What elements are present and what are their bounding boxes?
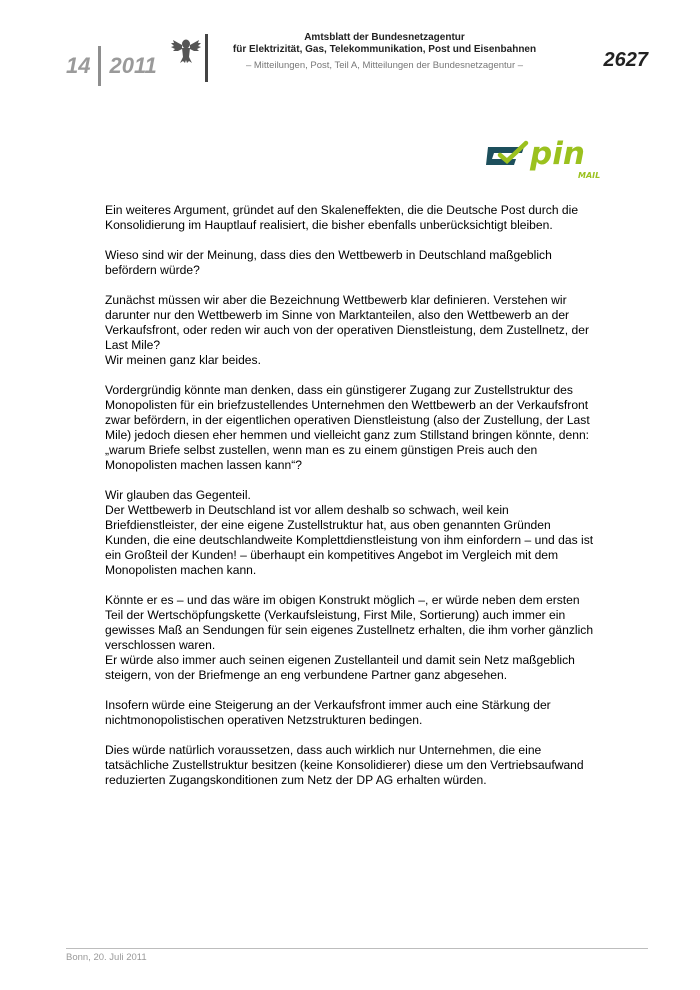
header-divider (205, 34, 208, 82)
publication-header (212, 32, 557, 72)
paragraph-text: Zunächst müssen wir aber die Bezeichnung Wettbewerb klar definieren. Verstehen wir darunter nur den Wettbewerb im Sinne von Marktanteilen, also den Wettbewerb an der Verkaufsfront, oder reden wir auch von der operativen Dienstleistung, dem Zustellnetz, der Last Mile? (105, 293, 590, 352)
publication-subtitle: für Elektrizität, Gas, Telekommunikation, Post und Eisenbahnen (232, 44, 537, 55)
issue-year-value: 2011 (109, 53, 157, 78)
paragraph-text: Dies würde natürlich voraussetzen, dass auch wirklich nur Unternehmen, die eine tatsächliche Zustellstruktur besitzen (keine Konsolidierer) diese um den Vertriebsaufwand reduzierten Zugangskonditionen zum Netz der DP AG erhalten würden. (105, 743, 584, 787)
issue-divider (98, 46, 101, 86)
logo-word: pin (530, 136, 585, 172)
section-line: – Mitteilungen, Post, Teil A, Mitteilungen der Bundesnetzagentur – (245, 60, 524, 71)
paragraph (105, 593, 597, 683)
publication-title: Amtsblatt der Bundesnetzagentur (304, 32, 465, 43)
page-number: 2627 (603, 49, 648, 71)
paragraph-text: Er würde also immer auch seinen eigenen Zustellanteil und damit sein Netz maßgeblich steigern, von der Briefmenge an eng verbundene Partner ganz abgesehen. (105, 653, 575, 682)
paragraph-text: Insofern würde eine Steigerung an der Verkaufsfront immer auch eine Stärkung der nichtmonopolistischen operativen Netzstrukturen bedingen. (105, 698, 551, 727)
issue-number (66, 46, 157, 86)
issue-number-value: 14 (66, 53, 91, 78)
logo-sub: MAIL (578, 171, 601, 180)
paragraph (105, 698, 597, 728)
paragraph (105, 248, 597, 278)
paragraph-text: Vordergründig könnte man denken, dass ein günstigerer Zugang zur Zustellstruktur des Monopolisten für ein briefzustellendes Unternehmen den Wettbewerb an der Verkaufsfront zwar befördern, in der eigentlichen operativen Dienstleistung (also der Zustellung, der Last Mile) jedoch diesen eher hemmen und vielleicht ganz zum Stillstand bringen könnte, denn: „warum Briefe selbst zustellen, wenn man es zu einem günstigen Preis auch den Monopolisten machen lassen kann“? (105, 383, 590, 472)
pin-mail-logo (486, 133, 610, 181)
paragraph-text: Könnte er es – und das wäre im obigen Konstrukt möglich –, er würde neben dem ersten Teil der Wertschöpfungskette (Verkaufsleistung, First Mile, Sortierung) auch immer ein gewisses Maß an Sendungen für sein eigenes Zustellnetz erhalten, die ihm vorher gänzlich verschlossen waren. (105, 593, 594, 652)
paragraph (105, 383, 597, 473)
footer-place-date: Bonn, 20. Juli 2011 (66, 952, 147, 963)
document-body (105, 203, 597, 803)
paragraph-text: Wir glauben das Gegenteil. (105, 488, 251, 502)
paragraph (105, 293, 597, 368)
paragraph (105, 488, 597, 578)
footer-divider (66, 948, 648, 949)
paragraph-text: Der Wettbewerb in Deutschland ist vor allem deshalb so schwach, weil kein Briefdienstleister, der eine eigene Zustellstruktur hat, aus oben genannten Gründen Kunden, die eine deutschlandweite Komplettdienstleistung von ihm einfordern – und das ist ein Großteil der Kunden! – überhaupt ein kompetitives Angebot im Vergleich mit dem Monopolisten machen kann. (105, 503, 594, 577)
paragraph-text: Wieso sind wir der Meinung, dass dies den Wettbewerb in Deutschland maßgeblich befördern würde? (105, 248, 552, 277)
envelope-check-icon (486, 143, 526, 165)
paragraph (105, 743, 597, 788)
paragraph (105, 203, 597, 233)
paragraph-text: Wir meinen ganz klar beides. (105, 353, 261, 367)
federal-eagle-icon (169, 32, 203, 66)
paragraph-text: Ein weiteres Argument, gründet auf den Skaleneffekten, die die Deutsche Post durch die Konsolidierung im Hauptlauf realisiert, die bisher ebenfalls unberücksichtigt bleiben. (105, 203, 579, 232)
